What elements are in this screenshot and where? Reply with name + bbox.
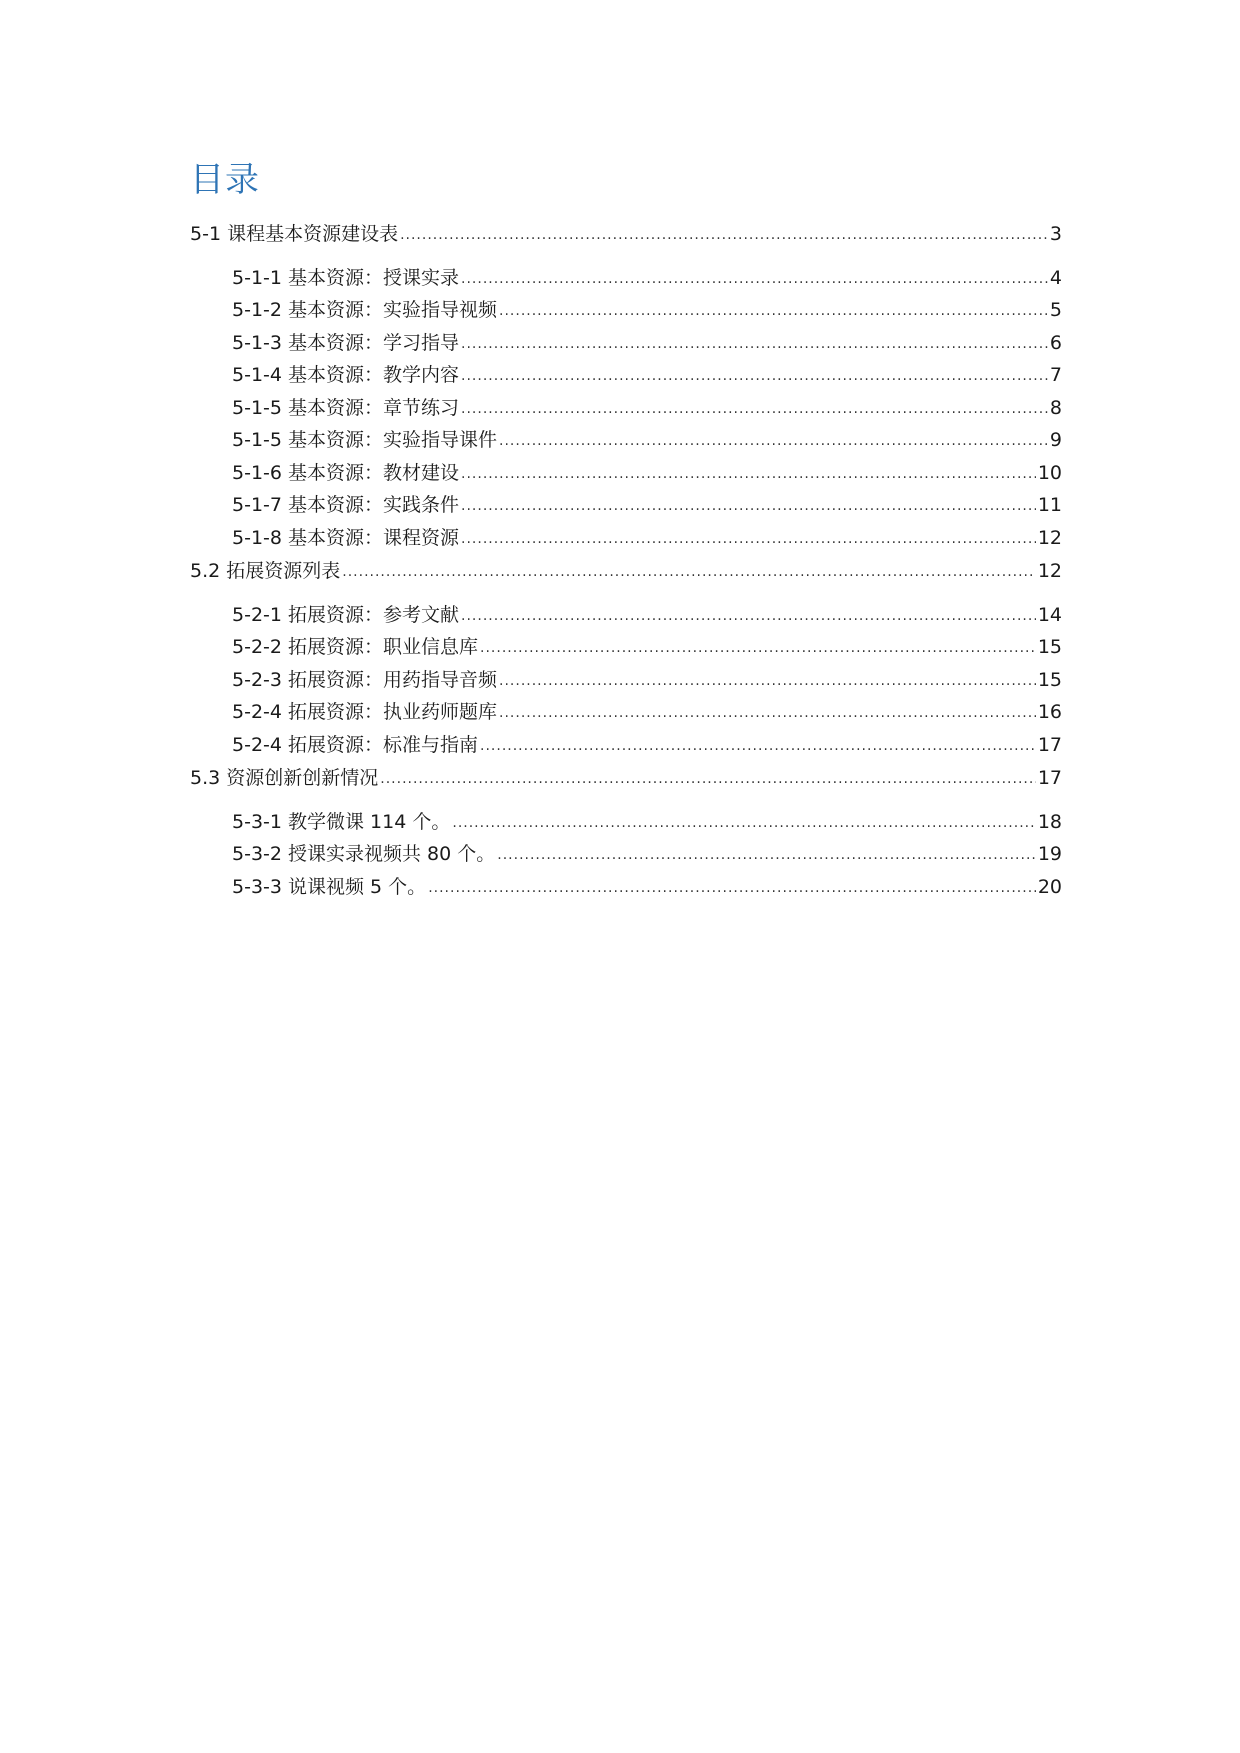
toc-entry-page: 11 (1037, 494, 1062, 516)
toc-entry[interactable] (190, 729, 1062, 762)
toc-entry-label: 5-1-1 基本资源：授课实录 (232, 266, 460, 289)
toc-entry-label: 5-2-1 拓展资源：参考文献 (232, 603, 460, 626)
toc-entry[interactable] (190, 806, 1062, 839)
table-of-contents (190, 218, 1062, 903)
toc-entry-label: 5-1-2 基本资源：实验指导视频 (232, 299, 498, 321)
toc-entry[interactable] (190, 218, 1062, 251)
toc-dot-leader (497, 839, 1036, 872)
toc-entry-label: 5-1 课程基本资源建设表 (190, 223, 399, 245)
toc-entry-label: 5-1-4 基本资源：教学内容 (232, 364, 460, 386)
toc-entry-page: 17 (1037, 767, 1062, 789)
toc-entry-label: 5-1-5 基本资源：章节练习 (232, 396, 460, 419)
toc-entry-label: 5-2-4 拓展资源：执业药师题库 (232, 701, 498, 723)
toc-dot-leader (499, 665, 1036, 698)
toc-dot-leader (400, 219, 1048, 252)
toc-entry-page: 10 (1037, 461, 1062, 484)
toc-entry-page: 3 (1049, 223, 1062, 245)
toc-entry-label: 5-1-8 基本资源：课程资源 (232, 526, 460, 549)
toc-entry[interactable] (190, 359, 1062, 392)
toc-entry-page: 5 (1049, 299, 1062, 321)
toc-entry[interactable] (190, 327, 1062, 360)
toc-entry[interactable] (190, 631, 1062, 664)
toc-title: 目录 (190, 160, 260, 200)
toc-entry-page: 8 (1049, 396, 1062, 419)
toc-dot-leader (461, 523, 1036, 556)
toc-entry-label: 5-1-6 基本资源：教材建设 (232, 461, 460, 484)
toc-entry[interactable] (190, 424, 1062, 457)
toc-entry-page: 14 (1037, 603, 1062, 626)
toc-entry-label: 5-3-3 说课视频 5 个。 (232, 875, 427, 898)
toc-entry[interactable] (190, 457, 1062, 490)
toc-entry-page: 12 (1037, 560, 1062, 582)
toc-dot-leader (461, 360, 1048, 393)
toc-entry-label: 5.3 资源创新创新情况 (190, 767, 379, 789)
toc-entry[interactable] (190, 522, 1062, 555)
toc-entry-label: 5.2 拓展资源列表 (190, 560, 341, 582)
toc-dot-leader (499, 425, 1048, 458)
toc-dot-leader (461, 393, 1048, 426)
toc-entry-page: 6 (1049, 331, 1062, 354)
toc-dot-leader (480, 730, 1036, 763)
toc-dot-leader (452, 807, 1035, 840)
toc-entry-label: 5-1-7 基本资源：实践条件 (232, 494, 460, 516)
toc-entry[interactable] (190, 664, 1062, 697)
toc-entry-page: 12 (1037, 526, 1062, 549)
toc-entry-label: 5-1-5 基本资源：实验指导课件 (232, 429, 498, 451)
toc-entry[interactable] (190, 262, 1062, 295)
toc-entry-label: 5-1-3 基本资源：学习指导 (232, 331, 460, 354)
toc-dot-leader (428, 872, 1036, 905)
toc-dot-leader (461, 458, 1036, 491)
toc-dot-leader (342, 556, 1036, 589)
toc-dot-leader (480, 632, 1036, 665)
toc-entry-label: 5-2-3 拓展资源：用药指导音频 (232, 668, 498, 691)
toc-entry-label: 5-2-2 拓展资源：职业信息库 (232, 636, 479, 658)
toc-dot-leader (380, 763, 1036, 796)
toc-entry-label: 5-3-1 教学微课 114 个。 (232, 810, 451, 833)
toc-dot-leader (461, 490, 1036, 523)
toc-entry-page: 18 (1037, 810, 1062, 833)
toc-dot-leader (461, 600, 1036, 633)
toc-entry-page: 9 (1049, 429, 1062, 451)
toc-entry-page: 16 (1037, 701, 1062, 723)
toc-entry[interactable] (190, 555, 1062, 588)
toc-entry[interactable] (190, 838, 1062, 871)
toc-entry-page: 19 (1037, 843, 1062, 865)
toc-entry[interactable] (190, 696, 1062, 729)
toc-entry-page: 20 (1037, 875, 1062, 898)
toc-entry[interactable] (190, 762, 1062, 795)
toc-dot-leader (461, 328, 1048, 361)
toc-entry[interactable] (190, 871, 1062, 904)
toc-dot-leader (499, 295, 1048, 328)
toc-dot-leader (461, 263, 1048, 296)
toc-entry-page: 15 (1037, 668, 1062, 691)
toc-entry-page: 17 (1037, 733, 1062, 756)
toc-entry[interactable] (190, 599, 1062, 632)
toc-entry-page: 15 (1037, 636, 1062, 658)
toc-entry[interactable] (190, 294, 1062, 327)
toc-entry-label: 5-2-4 拓展资源：标准与指南 (232, 733, 479, 756)
toc-entry[interactable] (190, 392, 1062, 425)
toc-entry-page: 7 (1049, 364, 1062, 386)
toc-entry[interactable] (190, 489, 1062, 522)
toc-dot-leader (499, 697, 1036, 730)
toc-entry-label: 5-3-2 授课实录视频共 80 个。 (232, 843, 496, 865)
toc-entry-page: 4 (1049, 266, 1062, 289)
